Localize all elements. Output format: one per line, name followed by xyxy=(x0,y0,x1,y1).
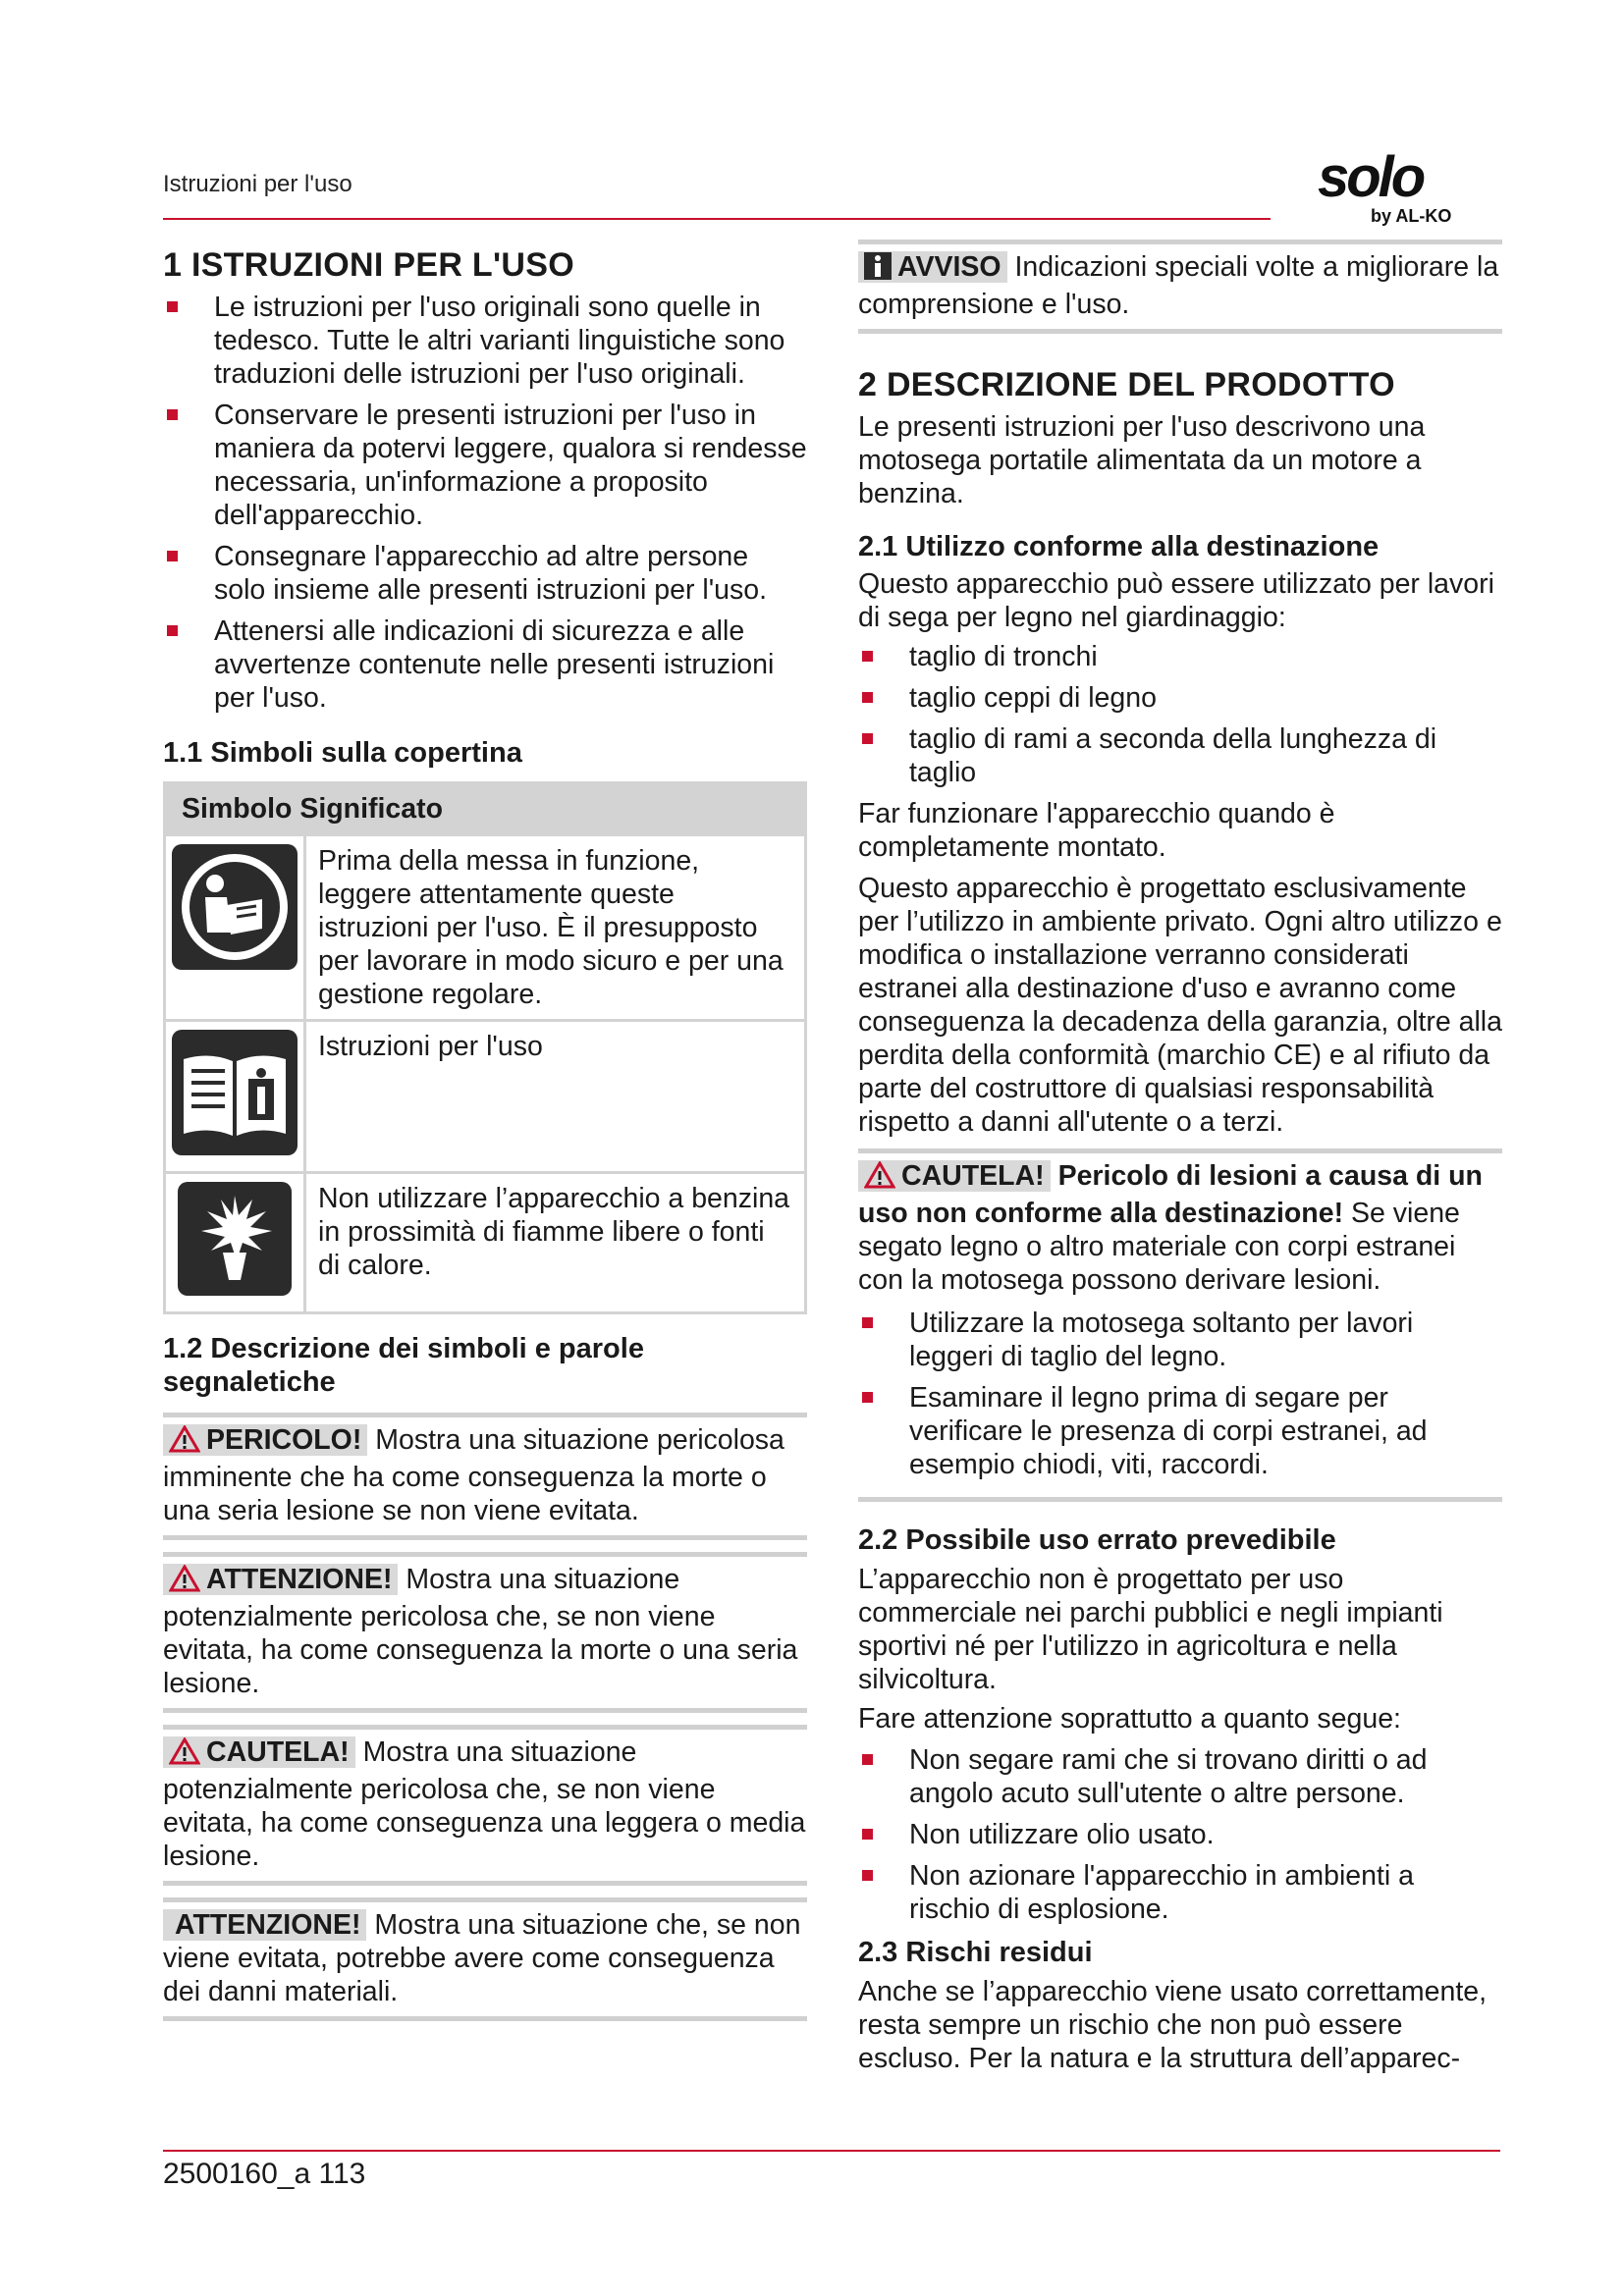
notice-tag-text: AVVISO xyxy=(897,251,1001,283)
section-1-2-title-text: 1.2 Descrizione dei simboli e parole segnaletiche xyxy=(163,1333,644,1398)
footer-divider xyxy=(163,2150,1500,2152)
notice-text: Mostra una situazione pericolosa imminente che ha come conseguenza la morte o una seria lesione se non viene evitata. xyxy=(163,1424,785,1526)
notice-tag xyxy=(163,1424,367,1456)
warning-triangle-icon xyxy=(169,1737,200,1773)
section-2-3-title: 2.3 Rischi residui xyxy=(858,1937,1093,1968)
notice-tag: ATTENZIONE! xyxy=(163,1909,366,1941)
table-row xyxy=(165,1021,806,1173)
table-header: Simbolo Significato xyxy=(165,783,806,835)
list-item: taglio ceppi di legno xyxy=(858,681,1502,715)
section-1-2-title xyxy=(163,1332,807,1399)
notice-text: Mostra una situazione potenzialmente pericolosa che, se non viene evitata, ha come conseguenza la morte o una seria lesione. xyxy=(163,1564,798,1699)
notice-tag-text: PERICOLO! xyxy=(206,1424,362,1456)
section-2-1-intro: Questo apparecchio può essere utilizzato per lavori di sega per legno nel giardinaggio: xyxy=(858,568,1494,633)
warning-triangle-icon xyxy=(169,1565,200,1600)
list-item: Conservare le presenti istruzioni per l'uso in maniera da potervi leggere, qualora si rendesse necessaria, un'informazione a proposito dell'apparecchio. xyxy=(163,399,807,532)
section-2-text: Le presenti istruzioni per l'uso descrivono una motosega portatile alimentata da un motore a benzina. xyxy=(858,411,1426,509)
notice-attenzione-materiali xyxy=(163,1897,807,2021)
notice-pericolo xyxy=(163,1413,807,1540)
notice-avviso xyxy=(858,240,1502,334)
list-item: Esaminare il legno prima di segare per verificare le presenza di corpi estranei, ad esempio chiodi, viti, raccordi. xyxy=(858,1381,1502,1481)
list-item: Consegnare l'apparecchio ad altre persone solo insieme alle presenti istruzioni per l'uso. xyxy=(163,540,807,607)
list-item: Non utilizzare olio usato. xyxy=(858,1818,1502,1851)
right-column xyxy=(858,240,1502,2075)
table-row xyxy=(165,1173,806,1313)
notice-tag xyxy=(858,1160,1051,1192)
section-2-3-text: Anche se l’apparecchio viene usato correttamente, resta sempre un rischio che non può essere escluso. Per la natura e la struttura dell’apparec- xyxy=(858,1976,1488,2074)
notice-text: Indicazioni speciali volte a migliorare la comprensione e l'uso. xyxy=(858,251,1499,320)
list-item: Attenersi alle indicazioni di sicurezza e alle avvertenze contenute nelle presenti istruzioni per l'uso. xyxy=(163,614,807,715)
notice-bold-text: Pericolo di lesioni a causa di un uso non conforme alla destinazione! xyxy=(858,1160,1483,1229)
section-2-title: 2 DESCRIZIONE DEL PRODOTTO xyxy=(858,366,1395,403)
notice-tag xyxy=(163,1736,355,1768)
notice-tag-text: CAUTELA! xyxy=(901,1160,1045,1192)
header-divider xyxy=(163,218,1271,220)
section-2-1-title: 2.1 Utilizzo conforme alla destinazione xyxy=(858,531,1380,562)
notice-tag xyxy=(858,251,1007,283)
section-1-1-title: 1.1 Simboli sulla copertina xyxy=(163,737,522,769)
cautela-list xyxy=(858,1307,1502,1481)
brand-logo xyxy=(1312,145,1479,230)
list-item: taglio di tronchi xyxy=(858,640,1502,673)
section-2-2-list xyxy=(858,1743,1502,1926)
notice-text: Mostra una situazione potenzialmente pericolosa che, se non viene evitata, ha come conseguenza una leggera o media lesione. xyxy=(163,1736,806,1872)
no-open-flame-icon xyxy=(178,1182,292,1296)
table-cell-meaning: Non utilizzare l’apparecchio a benzina in prossimità di fiamme libere o fonti di calore. xyxy=(305,1173,806,1313)
info-book-icon xyxy=(172,1030,298,1155)
left-column xyxy=(163,240,807,2021)
section-2-1-list xyxy=(858,640,1502,789)
section-2-1-paragraph: Far funzionare l'apparecchio quando è completamente montato. xyxy=(858,798,1335,863)
notice-tag xyxy=(163,1564,398,1595)
list-item: Le istruzioni per l'uso originali sono quelle in tedesco. Tutte le altri varianti linguistiche sono traduzioni delle istruzioni per l'uso originali. xyxy=(163,291,807,391)
list-item: Utilizzare la motosega soltanto per lavori leggeri di taglio del legno. xyxy=(858,1307,1502,1373)
notice-text: Mostra una situazione che, se non viene evitata, potrebbe avere come conseguenza dei danni materiali. xyxy=(163,1909,801,2007)
brand-name: solo xyxy=(1318,145,1424,209)
notice-attenzione xyxy=(163,1552,807,1713)
list-item: Non segare rami che si trovano diritti o ad angolo acuto sull'utente o altre persone. xyxy=(858,1743,1502,1810)
list-item: Non azionare l'apparecchio in ambienti a rischio di esplosione. xyxy=(858,1859,1502,1926)
footer-doc-id: 2500160_a 113 xyxy=(163,2158,366,2190)
brand-subtitle: by AL-KO xyxy=(1371,206,1452,226)
warning-triangle-icon xyxy=(864,1161,895,1197)
section-2-2-text: L’apparecchio non è progettato per uso commerciale nei parchi pubblici e negli impianti sportivi né per l'utilizzo in agricoltura e nella silvicoltura. xyxy=(858,1564,1443,1695)
notice-tag-text: ATTENZIONE! xyxy=(206,1564,393,1595)
table-row xyxy=(165,835,806,1021)
section-1-list xyxy=(163,291,807,715)
table-cell-meaning: Prima della messa in funzione, leggere attentamente queste istruzioni per l'uso. È il presupposto per lavorare in modo sicuro e per una gestione regolare. xyxy=(305,835,806,1021)
section-2-2-intro: Fare attenzione soprattutto a quanto segue: xyxy=(858,1703,1401,1735)
list-item: taglio di rami a seconda della lunghezza di taglio xyxy=(858,722,1502,789)
warning-triangle-icon xyxy=(169,1425,200,1461)
notice-cautela xyxy=(163,1725,807,1886)
section-1-title: 1 ISTRUZIONI PER L'USO xyxy=(163,246,574,284)
section-2-1-paragraph: Questo apparecchio è progettato esclusivamente per l’utilizzo in ambiente privato. Ogni altro utilizzo e modifica o installazione verranno considerati estranei alla destinazione d'uso e avranno come conseguenza la decadenza della garanzia, oltre alla perdita della conformità (marchio CE) e al rifiuto da parte del costruttore di qualsiasi responsabilità rispetto a danni all'utente o a terzi. xyxy=(858,873,1502,1138)
info-icon xyxy=(864,252,892,288)
notice-text: Se viene segato legno o altro materiale con corpi estranei con la motosega possono derivare lesioni. xyxy=(858,1198,1460,1296)
section-2-2-title: 2.2 Possibile uso errato prevedibile xyxy=(858,1524,1336,1556)
notice-tag-text: CAUTELA! xyxy=(206,1736,350,1768)
notice-cautela-uso xyxy=(858,1148,1502,1502)
table-cell-meaning: Istruzioni per l'uso xyxy=(305,1021,806,1173)
read-manual-icon xyxy=(172,844,298,970)
symbols-table xyxy=(163,781,807,1314)
header-title: Istruzioni per l'uso xyxy=(163,171,352,197)
